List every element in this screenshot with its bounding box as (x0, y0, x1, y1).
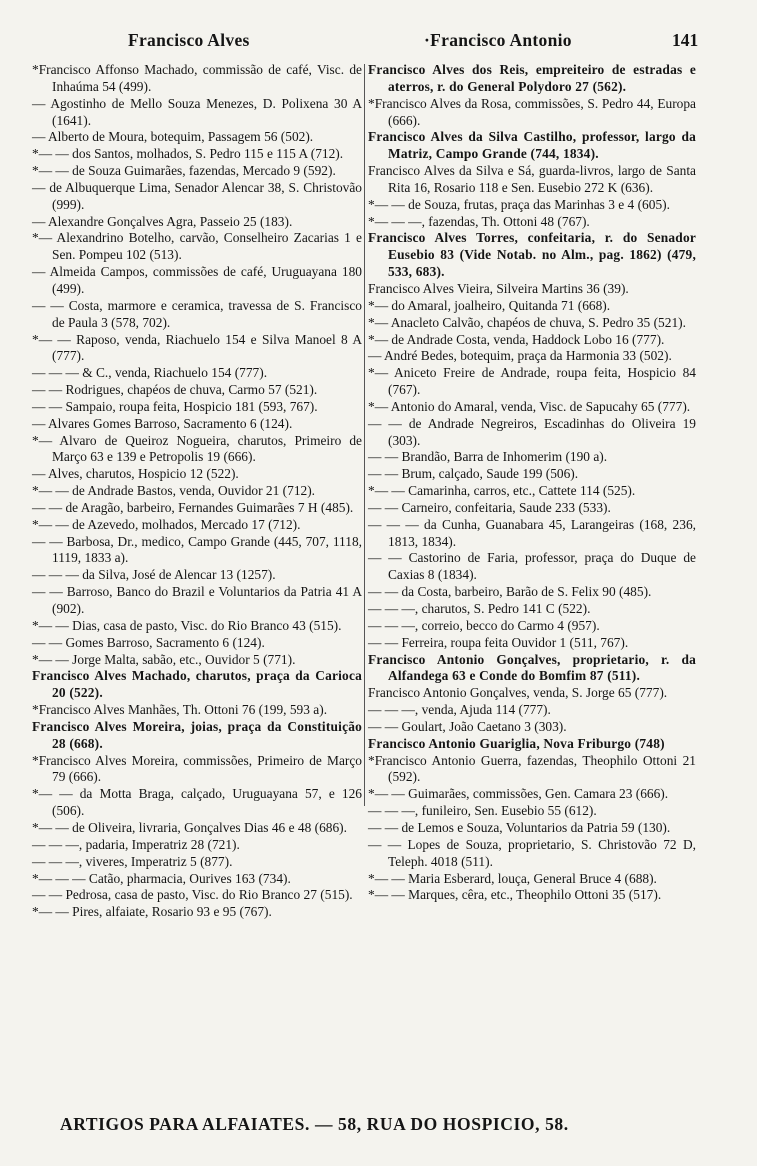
directory-entry: — — Lopes de Souza, proprietario, S. Christovão 72 D, Teleph. 4018 (511). (368, 836, 696, 869)
directory-entry: — Alvares Gomes Barroso, Sacramento 6 (124). (32, 415, 293, 431)
directory-entry: *— — Dias, casa de pasto, Visc. do Rio Branco 43 (515). (32, 617, 342, 633)
directory-entry: *Francisco Antonio Guerra, fazendas, Theophilo Ottoni 21 (592). (368, 752, 696, 785)
directory-entry: *— — Pires, alfaiate, Rosario 93 e 95 (767). (32, 904, 272, 920)
directory-entry: *— — Maria Esberard, louça, General Bruce 4 (688). (368, 870, 657, 886)
directory-entry-bold: Francisco Antonio Gonçalves, proprietario, r. da Alfandega 63 e Conde do Bomfim 87 (511). (368, 651, 696, 684)
directory-entry: — — Goulart, João Caetano 3 (303). (368, 718, 567, 734)
directory-entry: — — Sampaio, roupa feita, Hospicio 181 (593, 767). (32, 398, 318, 414)
directory-entry: — Almeida Campos, commissões de café, Uruguayana 180 (499). (32, 264, 362, 296)
directory-entry: — Agostinho de Mello Souza Menezes, D. Polixena 30 A (1641). (32, 95, 362, 128)
directory-entry: — — Carneiro, confeitaria, Saude 233 (533). (368, 499, 611, 515)
running-header (0, 30, 757, 56)
directory-entry: *— do Amaral, joalheiro, Quitanda 71 (668). (368, 297, 611, 313)
header-left-title: Francisco Alves (128, 30, 250, 50)
directory-entry: — Alves, charutos, Hospicio 12 (522). (32, 466, 239, 482)
directory-entry: *— — de Oliveira, livraria, Gonçalves Dias 46 e 48 (686). (32, 819, 347, 835)
directory-entry: *— — de Azevedo, molhados, Mercado 17 (712). (32, 516, 301, 532)
directory-entry: *— — de Souza, frutas, praça das Marinhas 3 e 4 (605). (368, 196, 670, 212)
directory-entry: *Francisco Alves Manhães, Th. Ottoni 76 (199, 593 a). (32, 702, 328, 718)
directory-entry: — — da Costa, barbeiro, Barão de S. Felix 90 (485). (368, 584, 652, 600)
directory-entry: — — —, funileiro, Sen. Eusebio 55 (612). (368, 803, 597, 819)
directory-entry: — — — & C., venda, Riachuelo 154 (777). (32, 365, 268, 381)
directory-entry: — — Barroso, Banco do Brazil e Voluntarios da Patria 41 A (902). (32, 584, 362, 616)
directory-entry: *— — Jorge Malta, sabão, etc., Ouvidor 5 (771). (32, 651, 296, 667)
directory-entry: Francisco Antonio Gonçalves, venda, S. Jorge 65 (777). (368, 685, 668, 701)
directory-entry-bold: Francisco Alves Machado, charutos, praça da Carioca 20 (522). (32, 668, 362, 701)
directory-entry: *— — Marques, cêra, etc., Theophilo Ottoni 35 (517). (368, 887, 662, 903)
directory-entry-bold: Francisco Alves da Silva Castilho, professor, largo da Matriz, Campo Grande (744, 1834). (368, 129, 696, 162)
directory-entry: — — Ferreira, roupa feita Ouvidor 1 (511, 767). (368, 634, 629, 650)
directory-entry: — — de Andrade Negreiros, Escadinhas do Oliveira 19 (303). (368, 415, 696, 448)
directory-entry: *— Aniceto Freire de Andrade, roupa feita, Hospicio 84 (767). (368, 365, 696, 398)
directory-entry: *Francisco Alves Moreira, commissões, Primeiro de Março 79 (666). (32, 752, 362, 785)
directory-entry: — — Castorino de Faria, professor, praça do Duque de Caxias 8 (1834). (368, 550, 696, 583)
directory-entry: — — —, viveres, Imperatriz 5 (877). (32, 853, 233, 869)
directory-entry: *— de Andrade Costa, venda, Haddock Lobo 16 (777). (368, 331, 665, 347)
directory-entry: — — de Aragão, barbeiro, Fernandes Guimarães 7 H (485). (32, 499, 354, 515)
directory-entry: — André Bedes, botequim, praça da Harmonia 33 (502). (368, 348, 672, 364)
directory-entry: — — Gomes Barroso, Sacramento 6 (124). (32, 634, 265, 650)
directory-entry: — — —, charutos, S. Pedro 141 C (522). (368, 601, 591, 616)
directory-entry-bold: Francisco Alves dos Reis, empreiteiro de estradas e aterros, r. do General Polydoro 27 (562). (368, 62, 696, 94)
directory-entry: *— — Guimarães, commissões, Gen. Camara 23 (666). (368, 786, 669, 802)
directory-entry: *— Alvaro de Queiroz Nogueira, charutos, Primeiro de Março 63 e 139 e Petropolis 19 (666). (32, 432, 362, 465)
directory-entry-bold: Francisco Alves Torres, confeitaria, r. do Senador Eusebio 83 (Vide Notab. no Alm., pag. 1862) (479, 533, 683). (368, 230, 696, 280)
directory-entry: — — —, correio, becco do Carmo 4 (957). (368, 617, 600, 633)
directory-entry: — — Costa, marmore e ceramica, travessa de S. Francisco de Paula 3 (578, 702). (32, 297, 362, 330)
directory-entry: *— — Camarinha, carros, etc., Cattete 114 (525). (368, 483, 636, 499)
directory-entry: *— — Raposo, venda, Riachuelo 154 e Silva Manoel 8 A (777). (32, 331, 362, 364)
directory-entry: *— — — Catão, pharmacia, Ourives 163 (734). (32, 870, 291, 886)
directory-entry: — — —, padaria, Imperatriz 28 (721). (32, 836, 240, 852)
directory-entry: — Alexandre Gonçalves Agra, Passeio 25 (183). (32, 213, 293, 229)
advertisement-footer: ARTIGOS PARA ALFAIATES. — 58, RUA DO HOSPICIO, 58. (60, 1114, 569, 1134)
directory-entry: *— — —, fazendas, Th. Ottoni 48 (767). (368, 213, 590, 229)
directory-entry: *— Antonio do Amaral, venda, Visc. de Sapucahy 65 (777). (368, 398, 691, 414)
right-column (368, 62, 696, 904)
page-number: 141 (672, 30, 699, 50)
directory-entry: — — de Lemos e Souza, Voluntarios da Patria 59 (130). (368, 819, 671, 835)
directory-entry: *— — de Andrade Bastos, venda, Ouvidor 21 (712). (32, 483, 316, 499)
directory-entry: *— — dos Santos, molhados, S. Pedro 115 e 115 A (712). (32, 146, 344, 162)
directory-entry: — — —, venda, Ajuda 114 (777). (368, 702, 551, 718)
directory-entry: *Francisco Alves da Rosa, commissões, S. Pedro 44, Europa (666). (368, 95, 696, 128)
directory-entry: *— Anacleto Calvão, chapéos de chuva, S. Pedro 35 (521). (368, 314, 686, 330)
directory-entry: Francisco Alves Vieira, Silveira Martins 36 (39). (368, 280, 629, 296)
directory-entry: *— — de Souza Guimarães, fazendas, Mercado 9 (592). (32, 163, 336, 179)
directory-entry: — — Brum, calçado, Saude 199 (506). (368, 466, 579, 482)
left-column (32, 62, 362, 921)
directory-entry: — — Brandão, Barra de Inhomerim (190 a). (368, 449, 608, 465)
directory-entry-bold: Francisco Alves Moreira, joias, praça da Constituição 28 (668). (32, 718, 362, 751)
directory-entry: *— — da Motta Braga, calçado, Uruguayana 57, e 126 (506). (32, 786, 362, 819)
column-divider (364, 64, 365, 806)
directory-entry: *Francisco Affonso Machado, commissão de café, Visc. de Inhaúma 54 (499). (32, 62, 362, 94)
directory-entry-bold: Francisco Antonio Guariglia, Nova Friburgo (748) (368, 735, 665, 751)
header-right-title: ·Francisco Antonio (424, 30, 572, 50)
directory-entry: — — Pedrosa, casa de pasto, Visc. do Rio Branco 27 (515). (32, 887, 353, 903)
directory-entry: Francisco Alves da Silva e Sá, guarda-livros, largo de Santa Rita 16, Rosario 118 e Sen. Eusebio 272 K (636). (368, 163, 696, 195)
directory-entry: — — Barbosa, Dr., medico, Campo Grande (445, 707, 1118, 1119, 1833 a). (32, 533, 362, 566)
directory-entry: — — — da Cunha, Guanabara 45, Larangeiras (168, 236, 1813, 1834). (368, 516, 696, 549)
directory-entry: *— Alexandrino Botelho, carvão, Conselheiro Zacarias 1 e Sen. Pompeu 102 (513). (32, 230, 362, 263)
directory-entry: — — Rodrigues, chapéos de chuva, Carmo 57 (521). (32, 382, 318, 398)
directory-entry: — — — da Silva, José de Alencar 13 (1257). (32, 567, 276, 583)
directory-entry: — de Albuquerque Lima, Senador Alencar 38, S. Christovão (999). (32, 179, 362, 212)
directory-entry: — Alberto de Moura, botequim, Passagem 56 (502). (32, 129, 314, 145)
